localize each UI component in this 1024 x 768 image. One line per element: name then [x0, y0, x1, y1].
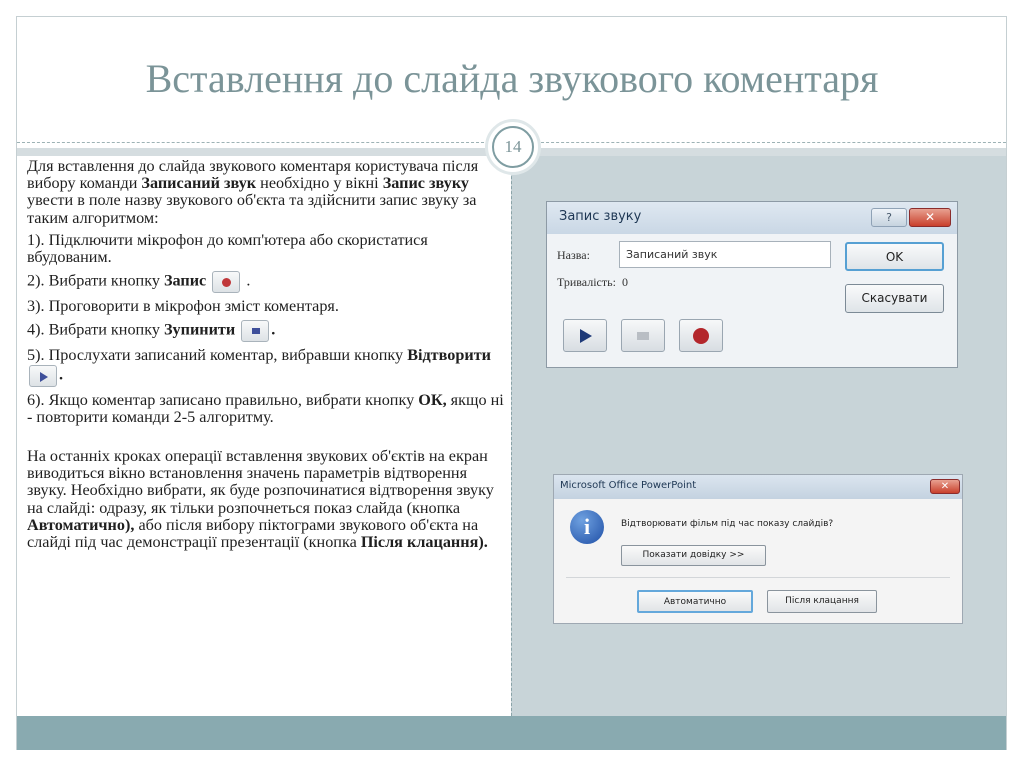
dialog-titlebar — [554, 475, 962, 499]
footer-bar — [17, 716, 1006, 750]
final-paragraph — [27, 448, 509, 551]
duration-label-text: Тривалість: — [557, 275, 616, 289]
title-divider-left — [17, 142, 489, 143]
text-run: 2). Вибрати кнопку — [27, 271, 164, 290]
name-field[interactable]: Записаний звук — [619, 241, 831, 268]
step-4 — [27, 320, 509, 342]
play-icon — [580, 329, 592, 343]
text-run: Для вставлення до слайда звукового коментаря користувача після вибору команди — [27, 157, 479, 193]
text-run: . — [271, 321, 276, 340]
stop-icon — [637, 332, 649, 340]
duration-label — [557, 275, 628, 290]
slide-number: 14 — [492, 126, 534, 168]
text-run: якщо ні - повторити команди 2-5 алгоритму. — [27, 390, 504, 426]
column-divider — [511, 156, 512, 716]
bold-run: Записаний звук — [141, 174, 257, 193]
dialog-title: Microsoft Office PowerPoint — [560, 480, 697, 491]
play-button-icon — [29, 365, 57, 387]
intro-paragraph — [27, 158, 509, 227]
text-run: увести в поле назву звукового об'єкта та здійснити запис звуку за таким алгоритмом: — [27, 191, 477, 227]
record-icon — [693, 328, 709, 344]
dialog-title: Запис звуку — [559, 209, 642, 224]
bold-run: Запис — [163, 271, 207, 290]
stop-button[interactable] — [621, 319, 665, 352]
stop-button-icon — [241, 320, 269, 342]
dialog-message: Відтворювати фільм під час показу слайдів? — [621, 519, 834, 529]
bold-run: Запис звуку — [382, 174, 470, 193]
text-run: 5). Прослухати записаний коментар, вибравши кнопку — [27, 346, 408, 365]
record-button[interactable] — [679, 319, 723, 352]
text-run: необхідно у вікні — [256, 174, 383, 193]
text-run: або після вибору піктограми звукового об'єкта на слайді під час демонстрації презентації (кнопка — [27, 515, 479, 552]
step-6 — [27, 392, 509, 426]
text-run: 4). Вибрати кнопку — [27, 321, 164, 340]
bold-run: Зупинити — [163, 321, 236, 340]
bold-run: Автоматично), — [27, 515, 135, 534]
bold-run: Після клацання). — [360, 533, 488, 552]
bold-run: Відтворити — [407, 346, 491, 365]
help-icon[interactable]: ? — [871, 208, 907, 227]
show-help-button[interactable]: Показати довідку >> — [621, 545, 766, 566]
step-5 — [27, 347, 509, 386]
text-run: . — [59, 365, 64, 384]
step-2 — [27, 271, 509, 293]
close-icon[interactable]: ✕ — [930, 479, 960, 494]
on-click-button[interactable]: Після клацання — [767, 590, 877, 613]
cancel-button[interactable]: Скасувати — [845, 284, 944, 313]
slide-title: Вставлення до слайда звукового коментаря — [145, 56, 879, 101]
duration-value: 0 — [621, 275, 628, 289]
title-divider-right — [536, 142, 1006, 143]
info-icon: i — [570, 510, 604, 544]
play-button[interactable] — [563, 319, 607, 352]
close-icon[interactable]: ✕ — [909, 208, 951, 227]
text-run: 6). Якщо коментар записано правильно, вибрати кнопку — [27, 390, 419, 409]
step-1: 1). Підключити мікрофон до комп'ютера або скористатися вбудованим. — [27, 230, 428, 267]
dialog-separator — [566, 577, 950, 578]
step-3: 3). Проговорити в мікрофон зміст коментаря. — [27, 297, 339, 316]
text-run: . — [246, 271, 251, 290]
name-label: Назва: — [557, 248, 590, 262]
record-button-icon — [212, 271, 240, 293]
ok-button[interactable]: OK — [845, 242, 944, 271]
automatic-button[interactable]: Автоматично — [637, 590, 753, 613]
body-text — [27, 158, 509, 556]
text-run: На останніх кроках операції вставлення звукових об'єктів на екран виводиться вікно встановлення значень параметрів відтворення звуку. Необхідно вибрати, як буде розпочинатися відтворення звуку на слайді: одразу, як тільки розпочнеться показ слайда (кнопка — [27, 447, 494, 517]
bold-run: ОК, — [418, 390, 447, 409]
